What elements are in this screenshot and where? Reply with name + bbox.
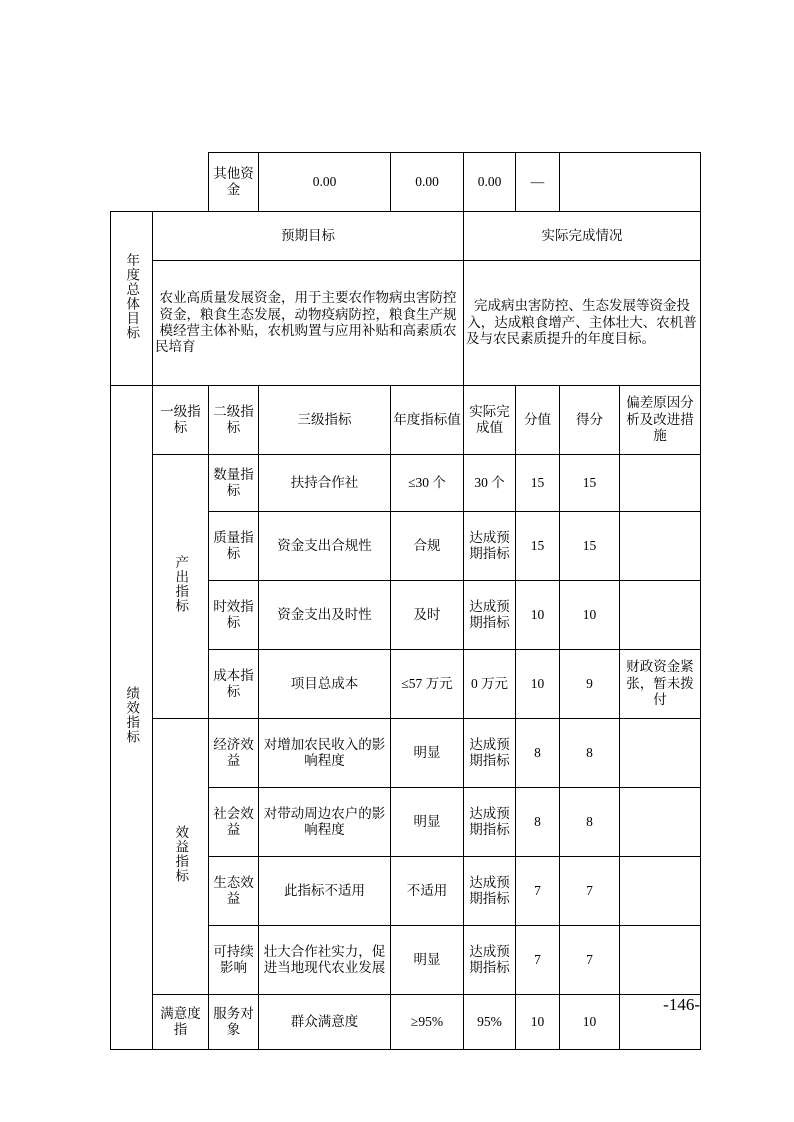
perf-header-row [111, 386, 701, 455]
other-funds-value-4: — [516, 153, 560, 212]
row-target: ≤30 个 [391, 455, 464, 512]
row-level2: 数量指标 [209, 455, 259, 512]
other-funds-value-1: 0.00 [259, 153, 391, 212]
perf-row-label-text: 绩效指标 [124, 686, 140, 745]
row-level3: 对增加农民收入的影响程度 [259, 719, 391, 788]
row-score-got: 10 [560, 581, 620, 650]
row-score-got: 8 [560, 719, 620, 788]
row-score-got: 10 [560, 995, 620, 1050]
group-label-output [153, 455, 209, 719]
row-target: ≥95% [391, 995, 464, 1050]
table-row-other-funds [111, 153, 701, 212]
row-target: ≤57 万元 [391, 650, 464, 719]
header-level3: 三级指标 [259, 386, 391, 455]
row-level2: 时效指标 [209, 581, 259, 650]
row-score-full: 8 [516, 788, 560, 857]
header-deviation: 偏差原因分析及改进措施 [620, 386, 701, 455]
header-level1: 一级指标 [153, 386, 209, 455]
row-actual: 达成预期指标 [464, 581, 516, 650]
row-target: 明显 [391, 719, 464, 788]
row-level2: 生态效益 [209, 857, 259, 926]
table-row [111, 455, 701, 512]
row-deviation [620, 719, 701, 788]
header-score-got: 得分 [560, 386, 620, 455]
group-label-benefit [153, 719, 209, 995]
actual-goal-header: 实际完成情况 [464, 212, 701, 261]
expected-goal-text: 农业高质量发展资金，用于主要农作物病虫害防控资金，粮食生态发展，动物疫病防控，粮食生产规模经营主体补贴，农机购置与应用补贴和高素质农民培育 [153, 261, 464, 386]
row-score-full: 8 [516, 719, 560, 788]
row-deviation [620, 581, 701, 650]
annual-goal-content-row [111, 261, 701, 386]
row-level3: 资金支出合规性 [259, 512, 391, 581]
other-funds-label: 其他资金 [209, 153, 259, 212]
row-score-full: 7 [516, 857, 560, 926]
header-actual-value: 实际完成值 [464, 386, 516, 455]
row-target: 及时 [391, 581, 464, 650]
row-actual: 达成预期指标 [464, 857, 516, 926]
row-level3: 资金支出及时性 [259, 581, 391, 650]
row-level3: 扶持合作社 [259, 455, 391, 512]
row-score-full: 7 [516, 926, 560, 995]
row-target: 明显 [391, 926, 464, 995]
row-level3: 对带动周边农户的影响程度 [259, 788, 391, 857]
header-score-full: 分值 [516, 386, 560, 455]
row-score-full: 15 [516, 455, 560, 512]
row-actual: 达成预期指标 [464, 512, 516, 581]
actual-goal-text: 完成病虫害防控、生态发展等资金投入，达成粮食增产、主体壮大、农机普及与农民素质提升的年度目标。 [464, 261, 701, 386]
other-funds-value-2: 0.00 [391, 153, 464, 212]
header-level2: 二级指标 [209, 386, 259, 455]
row-target: 不适用 [391, 857, 464, 926]
row-score-got: 8 [560, 788, 620, 857]
group-label-satisfaction-text: 满意度指 [160, 1005, 201, 1037]
expected-goal-header: 预期目标 [153, 212, 464, 261]
row-target: 明显 [391, 788, 464, 857]
row-score-got: 7 [560, 926, 620, 995]
annual-goal-row-label-text: 年度总体目标 [124, 252, 140, 340]
table-row [111, 995, 701, 1050]
row-level3: 项目总成本 [259, 650, 391, 719]
perf-row-label [111, 386, 153, 1050]
row-deviation [620, 926, 701, 995]
other-funds-value-3: 0.00 [464, 153, 516, 212]
group-label-output-text: 产出指标 [173, 555, 189, 614]
row-deviation [620, 788, 701, 857]
row-actual: 95% [464, 995, 516, 1050]
row-score-got: 15 [560, 512, 620, 581]
row-actual: 达成预期指标 [464, 926, 516, 995]
other-funds-value-5 [560, 153, 701, 212]
row-actual: 0 万元 [464, 650, 516, 719]
row-level2: 成本指标 [209, 650, 259, 719]
page-number: -146- [663, 995, 700, 1014]
row-level3: 壮大合作社实力，促进当地现代农业发展 [259, 926, 391, 995]
row-score-got: 9 [560, 650, 620, 719]
row-score-full: 15 [516, 512, 560, 581]
group-label-satisfaction [153, 995, 209, 1050]
row-level2: 经济效益 [209, 719, 259, 788]
header-target-value: 年度指标值 [391, 386, 464, 455]
row-score-full: 10 [516, 995, 560, 1050]
annual-goal-row-label [111, 212, 153, 386]
performance-evaluation-table [110, 152, 701, 1050]
row-score-got: 7 [560, 857, 620, 926]
row-level3: 群众满意度 [259, 995, 391, 1050]
row-target: 合规 [391, 512, 464, 581]
row-actual: 达成预期指标 [464, 719, 516, 788]
group-label-benefit-text: 效益指标 [173, 825, 189, 884]
row-level2: 服务对象 [209, 995, 259, 1050]
row-level2: 社会效益 [209, 788, 259, 857]
row-deviation [620, 512, 701, 581]
row-actual: 达成预期指标 [464, 788, 516, 857]
row-score-got: 15 [560, 455, 620, 512]
annual-goal-header-row [111, 212, 701, 261]
row-score-full: 10 [516, 581, 560, 650]
row-deviation [620, 857, 701, 926]
table-row [111, 719, 701, 788]
row-level2: 质量指标 [209, 512, 259, 581]
row-level2: 可持续影响 [209, 926, 259, 995]
row-score-full: 10 [516, 650, 560, 719]
row-actual: 30 个 [464, 455, 516, 512]
row-deviation [620, 455, 701, 512]
row-deviation: 财政资金紧张，暂未拨付 [620, 650, 701, 719]
row-level3: 此指标不适用 [259, 857, 391, 926]
spacer-cell [111, 153, 209, 212]
